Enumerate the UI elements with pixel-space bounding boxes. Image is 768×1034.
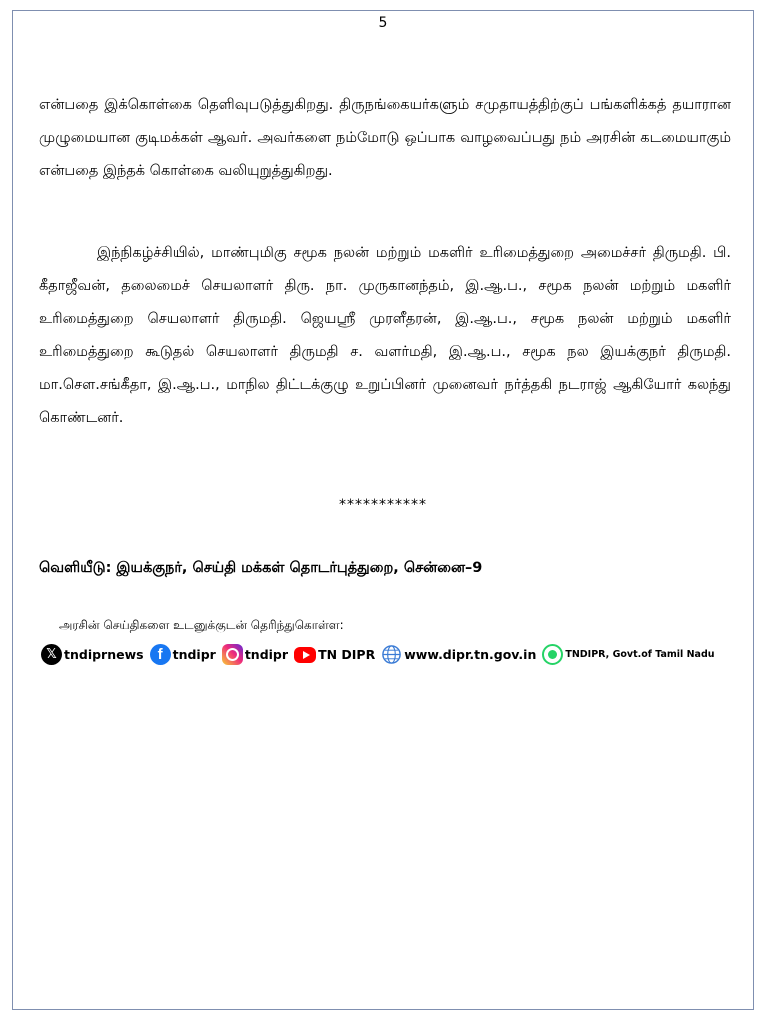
page-number: 5 — [378, 15, 388, 31]
social-label-whatsapp: TNDIPR, Govt.of Tamil Nadu — [565, 649, 715, 660]
social-label-x: tndiprnews — [64, 647, 144, 662]
document-page — [12, 10, 754, 1010]
social-label-facebook: tndipr — [172, 647, 216, 662]
body-paragraph-1: என்பதை இக்கொள்கை தெளிவுபடுத்துகிறது. திருநங்கையர்களும் சமுதாயத்திற்குப் பங்களிக்கத் தயாரான முழுமையான குடிமக்கள் ஆவர். அவர்களை நம்மோடு ஒப்பாக வாழவைப்பது நம் அரசின் கடமையாகும் என்பதை இந்தக் கொள்கை வலியுறுத்துகிறது. — [39, 97, 731, 179]
social-label-instagram: tndipr — [244, 647, 289, 662]
facebook-icon: f — [150, 644, 171, 665]
x-icon: 𝕏 — [41, 644, 62, 665]
social-label-youtube: TN DIPR — [318, 647, 376, 662]
social-link-x[interactable] — [41, 644, 144, 665]
social-link-facebook[interactable] — [150, 644, 216, 665]
body-paragraph-2: இந்நிகழ்ச்சியில், மாண்புமிகு சமூக நலன் மற்றும் மகளிர் உரிமைத்துறை அமைச்சர் திருமதி. பி. கீதாஜீவன், தலைமைச் செயலாளர் திரு. நா. முருகானந்தம், இ.ஆ.ப., சமூக நலன் மற்றும் மகளிர் உரிமைத்துறை செயலாளர் திருமதி. ஜெயஸ்ரீ முரளீதரன், இ.ஆ.ப., சமூக நலன் மற்றும் மகளிர் உரிமைத்துறை கூடுதல் செயலாளர் திருமதி ச. வளர்மதி, இ.ஆ.ப., சமூக நல இயக்குநர் திருமதி. மா.சௌ.சங்கீதா, இ.ஆ.ப., மாநில திட்டக்குழு உறுப்பினர் முனைவர் நர்த்தகி நடராஜ் ஆகியோர் கலந்து கொண்டனர். — [39, 245, 731, 426]
social-label-website: www.dipr.tn.gov.in — [404, 647, 537, 662]
social-link-instagram[interactable] — [222, 644, 288, 665]
social-links — [41, 644, 721, 665]
social-link-whatsapp[interactable] — [542, 644, 714, 665]
follow-note: அரசின் செய்திகளை உடனுக்குடன் தெரிந்துகொள்ள: — [59, 618, 344, 632]
instagram-icon — [222, 644, 243, 665]
section-separator: *********** — [339, 497, 427, 513]
social-link-website[interactable] — [381, 644, 536, 665]
globe-icon — [381, 644, 402, 665]
youtube-icon — [294, 647, 316, 663]
release-credit: வெளியீடு: இயக்குநர், செய்தி மக்கள் தொடர்புத்துறை, சென்னை–9 — [39, 560, 483, 576]
whatsapp-icon — [542, 644, 563, 665]
social-link-youtube[interactable] — [294, 647, 375, 663]
